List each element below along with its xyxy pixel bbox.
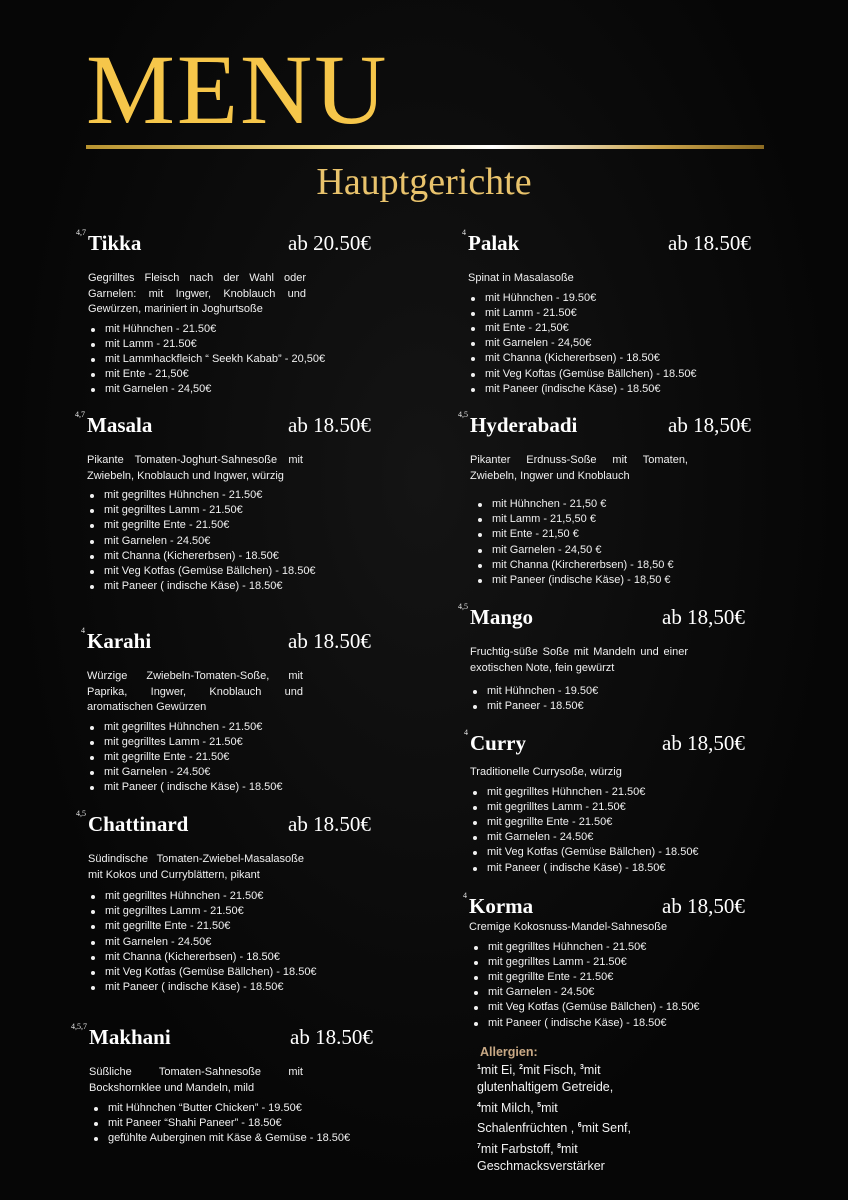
dish-name: Masala: [87, 413, 153, 437]
allergen-line: [477, 1097, 677, 1117]
option-item: mit Channa (Kichererbsen) - 18.50€: [87, 549, 316, 564]
section-header: [67, 626, 371, 659]
section-header: [448, 228, 751, 261]
allergen-legend: [477, 1045, 677, 1175]
dish-price: ab 18,50€: [662, 894, 745, 918]
dish-description: Würzige Zwiebeln-Tomaten-Soße, mit Paprika, Ingwer, Knoblauch und aromatischen Gewürzen: [87, 670, 303, 713]
option-item: mit Paneer - 18.50€: [470, 699, 688, 714]
option-item: mit Paneer ( indische Käse) - 18.50€: [88, 980, 317, 995]
allergen-text: mit: [541, 1100, 558, 1115]
allergen-number: 4: [477, 1101, 481, 1109]
dish-name: Palak: [468, 231, 520, 255]
dish-price: ab 18.50€: [288, 413, 371, 437]
dish-price: ab 18,50€: [668, 413, 751, 437]
allergen-number: 8: [557, 1142, 561, 1150]
option-item: mit Garnelen - 24.50€: [87, 534, 316, 549]
allergen-number: 5: [537, 1101, 542, 1109]
dish-name: Tikka: [88, 231, 142, 255]
allergen-superscript: 4,7: [75, 410, 85, 419]
section-header: [450, 728, 745, 761]
dish-description: Pikanter Erdnuss-Soße mit Tomaten, Zwiebeln, Ingwer und Knoblauch: [470, 454, 688, 482]
dish-description: Spinat in Masalasoße: [468, 272, 574, 284]
section-header: [450, 602, 745, 635]
allergen-number: 6: [577, 1122, 582, 1130]
option-item: mit gegrilltes Hühnchen - 21.50€: [87, 720, 303, 735]
allergen-text: mit Ei,: [480, 1063, 520, 1078]
section-header: [68, 809, 371, 842]
option-item: mit Paneer ( indische Käse) - 18.50€: [87, 780, 303, 795]
option-list: [87, 720, 303, 796]
option-list: [91, 1101, 350, 1147]
option-item: mit Veg Kotfas (Gemüse Bällchen) - 18.50€: [470, 845, 699, 860]
option-list: [470, 785, 699, 876]
dish-price: ab 20.50€: [288, 231, 371, 255]
option-item: mit Hühnchen - 21,50 €: [475, 497, 688, 512]
option-item: mit Channa (Kichererbsen) - 18.50€: [88, 950, 317, 965]
option-item: mit gegrillte Ente - 21.50€: [88, 919, 317, 934]
allergen-superscript: 4: [464, 728, 468, 737]
menu-section-korma: [449, 891, 745, 1031]
option-list: [88, 322, 325, 398]
option-item: mit Garnelen - 24.50€: [470, 830, 699, 845]
allergen-line: [477, 1117, 677, 1137]
allergen-number: 2: [519, 1064, 524, 1071]
option-item: mit gegrillte Ente - 21.50€: [87, 518, 316, 533]
allergen-text: Geschmacksverstärker: [477, 1159, 605, 1174]
option-item: mit Lammhackfleich “ Seekh Kabab” - 20,50€: [88, 352, 325, 367]
dish-description: Fruchtig-süße Soße mit Mandeln und einer exotischen Note, fein gewürzt: [470, 646, 688, 674]
option-item: mit Paneer ( indische Käse) - 18.50€: [87, 579, 316, 594]
allergen-superscript: 4,5: [458, 410, 468, 419]
dish-price: ab 18.50€: [288, 629, 371, 653]
allergen-text: mit Senf,: [581, 1121, 631, 1136]
allergen-title: Allergien:: [480, 1045, 538, 1059]
dish-name: Korma: [469, 894, 534, 918]
menu-section-chattinard: [68, 809, 371, 995]
option-item: mit Paneer (indische Käse) - 18.50€: [468, 382, 697, 397]
allergen-superscript: 4,5,7: [71, 1022, 87, 1031]
dish-name: Mango: [470, 605, 533, 629]
section-header: [450, 410, 751, 443]
dish-price: ab 18,50€: [662, 605, 745, 629]
dish-price: ab 18.50€: [288, 812, 371, 836]
allergen-number: 3: [579, 1064, 584, 1071]
option-item: mit gegrilltes Lamm - 21.50€: [87, 735, 303, 750]
option-item: mit Ente - 21,50€: [468, 321, 697, 336]
dish-description: Cremige Kokosnuss-Mandel-Sahnesoße: [469, 921, 668, 933]
option-list: [470, 684, 688, 714]
option-list: [471, 940, 700, 1031]
section-header: [69, 1022, 373, 1055]
menu-section-palak: [448, 228, 751, 397]
option-item: mit Veg Kotfas (Gemüse Bällchen) - 18.50€: [88, 965, 317, 980]
section-header: [449, 891, 745, 924]
option-item: mit Garnelen - 24.50€: [88, 935, 317, 950]
dish-price: ab 18.50€: [668, 231, 751, 255]
menu-section-curry: [450, 728, 745, 876]
option-item: mit gegrillte Ente - 21.50€: [470, 815, 699, 830]
allergen-text: mit Milch,: [480, 1100, 538, 1115]
option-list: [87, 488, 316, 594]
option-item: mit gegrillte Ente - 21.50€: [87, 750, 303, 765]
option-item: mit Paneer “Shahi Paneer” - 18.50€: [91, 1116, 350, 1131]
allergen-text: Schalenfrüchten ,: [477, 1121, 578, 1136]
dish-name: Makhani: [89, 1025, 171, 1049]
option-list: [475, 497, 688, 588]
option-item: mit gegrilltes Lamm - 21.50€: [88, 904, 317, 919]
option-item: mit Garnelen - 24,50 €: [475, 543, 688, 558]
option-list: [468, 291, 697, 397]
allergen-text: mit: [583, 1063, 601, 1078]
allergen-superscript: 4: [81, 626, 85, 635]
allergen-line: [477, 1059, 677, 1079]
dish-description: Pikante Tomaten-Joghurt-Sahnesoße mit Zwiebeln, Knoblauch und Ingwer, würzig: [87, 454, 303, 482]
option-item: mit Garnelen - 24,50€: [468, 336, 697, 351]
option-item: mit Hühnchen - 19.50€: [468, 291, 697, 306]
option-item: mit gegrilltes Lamm - 21.50€: [470, 800, 699, 815]
allergen-text: glutenhaltigem Getreide,: [477, 1080, 614, 1095]
option-item: mit gegrilltes Hühnchen - 21.50€: [470, 785, 699, 800]
dish-name: Karahi: [87, 629, 152, 653]
option-item: mit Hühnchen - 21.50€: [88, 322, 325, 337]
section-subtitle: Hauptgerichte: [316, 161, 532, 203]
menu-section-karahi: [67, 626, 371, 796]
dish-description: Traditionelle Currysoße, würzig: [470, 766, 622, 778]
option-item: mit gegrilltes Lamm - 21.50€: [87, 503, 316, 518]
option-item: mit Veg Kotfas (Gemüse Bällchen) - 18.50€: [471, 1000, 700, 1015]
dish-description: Süßliche Tomaten-Sahnesoße mit Bockshornklee und Mandeln, mild: [89, 1066, 303, 1094]
option-item: gefühlte Auberginen mit Käse & Gemüse - 18.50€: [91, 1131, 350, 1146]
menu-section-mango: [450, 602, 745, 714]
allergen-number: 7: [477, 1142, 481, 1150]
option-item: mit Paneer ( indische Käse) - 18.50€: [470, 861, 699, 876]
dish-price: ab 18,50€: [662, 731, 745, 755]
option-item: mit Garnelen - 24,50€: [88, 382, 325, 397]
allergen-text: mit Fisch,: [523, 1063, 580, 1078]
option-item: mit Paneer ( indische Käse) - 18.50€: [471, 1016, 700, 1031]
option-item: mit gegrilltes Hühnchen - 21.50€: [87, 488, 316, 503]
option-item: mit Garnelen - 24.50€: [87, 765, 303, 780]
option-item: mit gegrilltes Hühnchen - 21.50€: [88, 889, 317, 904]
option-item: mit Hühnchen “Butter Chicken” - 19.50€: [91, 1101, 350, 1116]
option-item: mit gegrilltes Lamm - 21.50€: [471, 955, 700, 970]
option-item: mit gegrilltes Hühnchen - 21.50€: [471, 940, 700, 955]
allergen-text: mit Farbstoff,: [480, 1141, 558, 1156]
option-item: mit Lamm - 21.50€: [468, 306, 697, 321]
option-list: [88, 889, 317, 995]
option-item: mit Veg Kotfas (Gemüse Bällchen) - 18.50€: [87, 564, 316, 579]
dish-name: Chattinard: [88, 812, 189, 836]
allergen-line: [477, 1079, 677, 1096]
option-item: mit Ente - 21,50€: [88, 367, 325, 382]
allergen-superscript: 4,5: [76, 809, 86, 818]
option-item: mit Garnelen - 24.50€: [471, 985, 700, 1000]
allergen-superscript: 4: [462, 228, 466, 237]
allergen-text: mit: [561, 1141, 578, 1156]
dish-description: Gegrilltes Fleisch nach der Wahl oder Garnelen: mit Ingwer, Knoblauch und Gewürzen, mariniert in Joghurtsoße: [88, 272, 306, 315]
option-item: mit Ente - 21,50 €: [475, 527, 688, 542]
allergen-number: 1: [477, 1064, 481, 1071]
option-item: mit Channa (Kichererbsen) - 18.50€: [468, 351, 697, 366]
allergen-line: [477, 1158, 677, 1175]
menu-section-hyderabadi: [450, 410, 751, 588]
allergen-superscript: 4,5: [458, 602, 468, 611]
dish-price: ab 18.50€: [290, 1025, 373, 1049]
option-item: mit Paneer (indische Käse) - 18,50 €: [475, 573, 688, 588]
option-item: mit Veg Koftas (Gemüse Bällchen) - 18.50€: [468, 367, 697, 382]
option-item: mit Lamm - 21.50€: [88, 337, 325, 352]
option-item: mit gegrillte Ente - 21.50€: [471, 970, 700, 985]
allergen-superscript: 4: [463, 891, 467, 900]
option-item: mit Hühnchen - 19.50€: [470, 684, 688, 699]
menu-title: MENU: [86, 34, 389, 145]
dish-name: Curry: [470, 731, 526, 755]
menu-section-masala: [67, 410, 371, 594]
section-header: [67, 410, 371, 443]
dish-name: Hyderabadi: [470, 413, 578, 437]
allergen-lines: [477, 1059, 677, 1175]
dish-description: Südindische Tomaten-Zwiebel-Masalasoße mit Kokos und Curryblättern, pikant: [88, 853, 304, 881]
option-item: mit Channa (Kirchererbsen) - 18,50 €: [475, 558, 688, 573]
allergen-line: [477, 1138, 677, 1158]
menu-section-tikka: [68, 228, 371, 398]
allergen-superscript: 4,7: [76, 228, 86, 237]
menu-section-makhani: [69, 1022, 373, 1147]
option-item: mit Lamm - 21,5,50 €: [475, 512, 688, 527]
gold-divider: [86, 145, 764, 149]
section-header: [68, 228, 371, 261]
